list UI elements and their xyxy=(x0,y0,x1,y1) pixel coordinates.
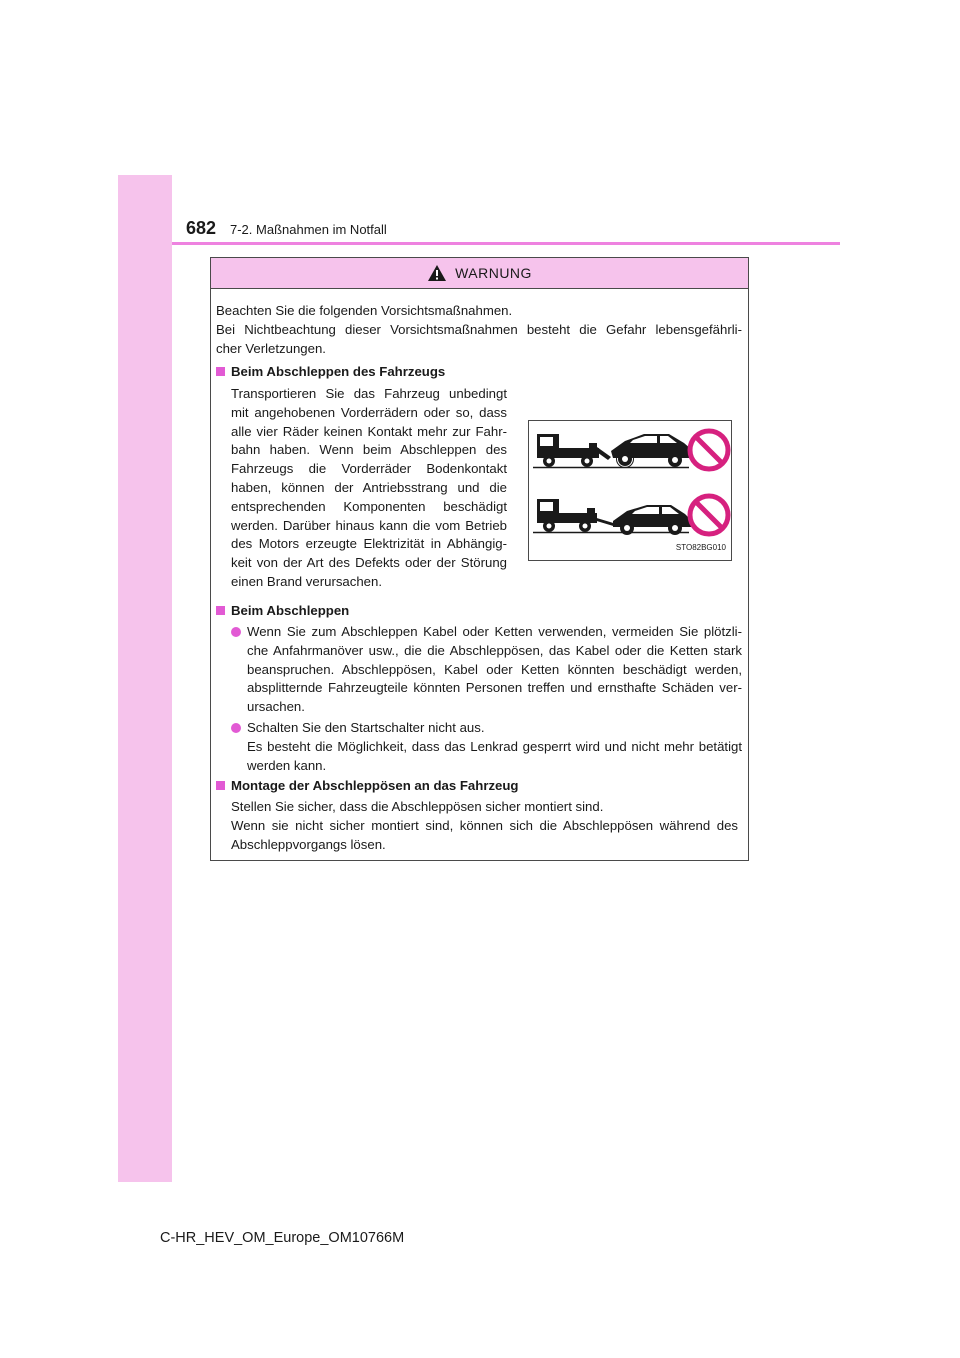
document-code: C-HR_HEV_OM_Europe_OM10766M xyxy=(160,1230,405,1246)
circle-bullet-icon xyxy=(231,627,241,637)
text-line: Transportieren Sie das Fahrzeug unbedingt xyxy=(231,386,507,401)
square-bullet-icon xyxy=(216,781,225,790)
text-line: keit von der Art des Defekts oder der Störung xyxy=(231,555,507,571)
text-line: alle vier Räder keinen Kontakt mehr zur Fahr- xyxy=(231,423,507,439)
text-line: entsprechenden Komponenten beschädigt xyxy=(231,498,507,514)
warning-header xyxy=(211,258,748,289)
warning-triangle-icon xyxy=(427,264,447,282)
tow-truck-lifted-icon xyxy=(533,434,691,468)
text-line: mit angehobenen Vorderrädern oder so, dass xyxy=(231,404,507,420)
intro-line: Bei Nichtbeachtung dieser Vorsichtsmaßnahmen besteht die Gefahr lebensgefährli- xyxy=(216,322,742,337)
text-line: absplitternde Fahrzeugteile könnten Personen treffen und ernsthafte Schäden ver- xyxy=(247,680,742,696)
text-line: ursachen. xyxy=(247,699,305,715)
text-line: Abschleppvorgangs lösen. xyxy=(231,836,386,852)
text-line: Wenn Sie zum Abschleppen Kabel oder Ketten verwenden, vermeiden Sie plötzli- xyxy=(247,624,742,639)
text-line: werden kann. xyxy=(247,757,327,773)
towing-vehicle-text xyxy=(231,385,507,592)
figure-code: STO82BG010 xyxy=(675,543,726,553)
text-line: des Motors erzeugte Elektrizität in Abhängig- xyxy=(231,536,507,552)
intro-line: Beachten Sie die folgenden Vorsichtsmaßnahmen. xyxy=(216,303,513,318)
square-bullet-icon xyxy=(216,367,225,376)
text-line: Wenn sie nicht sicher montiert sind, können sich die Abschleppösen während des xyxy=(231,817,738,833)
section-heading-text: Beim Abschleppen des Fahrzeugs xyxy=(231,364,446,379)
text-line: Fahrzeugs die Vorderräder Bodenkontakt xyxy=(231,461,507,477)
section-heading-towing-vehicle xyxy=(216,363,445,382)
prohibition-icon xyxy=(690,431,728,469)
bullet-item xyxy=(247,623,742,717)
prohibition-icon xyxy=(690,496,728,534)
warning-title: WARNUNG xyxy=(455,265,532,281)
towing-figure xyxy=(528,420,732,561)
mounting-text xyxy=(231,798,738,854)
text-line: Schalten Sie den Startschalter nicht aus. xyxy=(247,720,485,735)
chapter-sidebar xyxy=(118,175,172,1182)
section-heading-towing xyxy=(216,602,349,621)
text-line: Stellen Sie sicher, dass die Abschleppösen sicher montiert sind. xyxy=(231,799,604,814)
page-number: 682 xyxy=(186,218,217,238)
intro-line: cher Verletzungen. xyxy=(216,341,326,356)
section-heading-text: Beim Abschleppen xyxy=(231,603,350,618)
header-rule xyxy=(172,242,840,245)
bullet-item xyxy=(247,719,742,775)
warning-box xyxy=(210,257,749,861)
section-heading-text: Montage der Abschleppösen an das Fahrzeug xyxy=(231,778,519,793)
text-line: werden. Darüber hinaus kann die vom Betrieb xyxy=(231,517,507,533)
tow-truck-ground-icon xyxy=(533,499,691,535)
text-line: bahn haben. Wenn beim Abschleppen des xyxy=(231,442,507,458)
text-line: Es besteht die Möglichkeit, dass das Lenkrad gesperrt wird und nicht mehr betätigt xyxy=(247,738,742,754)
text-line: beanspruchen. Abschleppösen, Kabel oder Ketten könnten beschädigt werden, xyxy=(247,661,742,677)
section-title: 7-2. Maßnahmen im Notfall xyxy=(230,222,387,237)
circle-bullet-icon xyxy=(231,723,241,733)
text-line: che Anfahrmanöver usw., die die Abschleppösen, das Kabel oder die Ketten stark xyxy=(247,642,742,658)
section-heading-mounting xyxy=(216,777,519,796)
square-bullet-icon xyxy=(216,606,225,615)
text-line: haben, können der Antriebsstrang und die xyxy=(231,479,507,495)
text-line: einen Brand verursachen. xyxy=(231,573,383,589)
